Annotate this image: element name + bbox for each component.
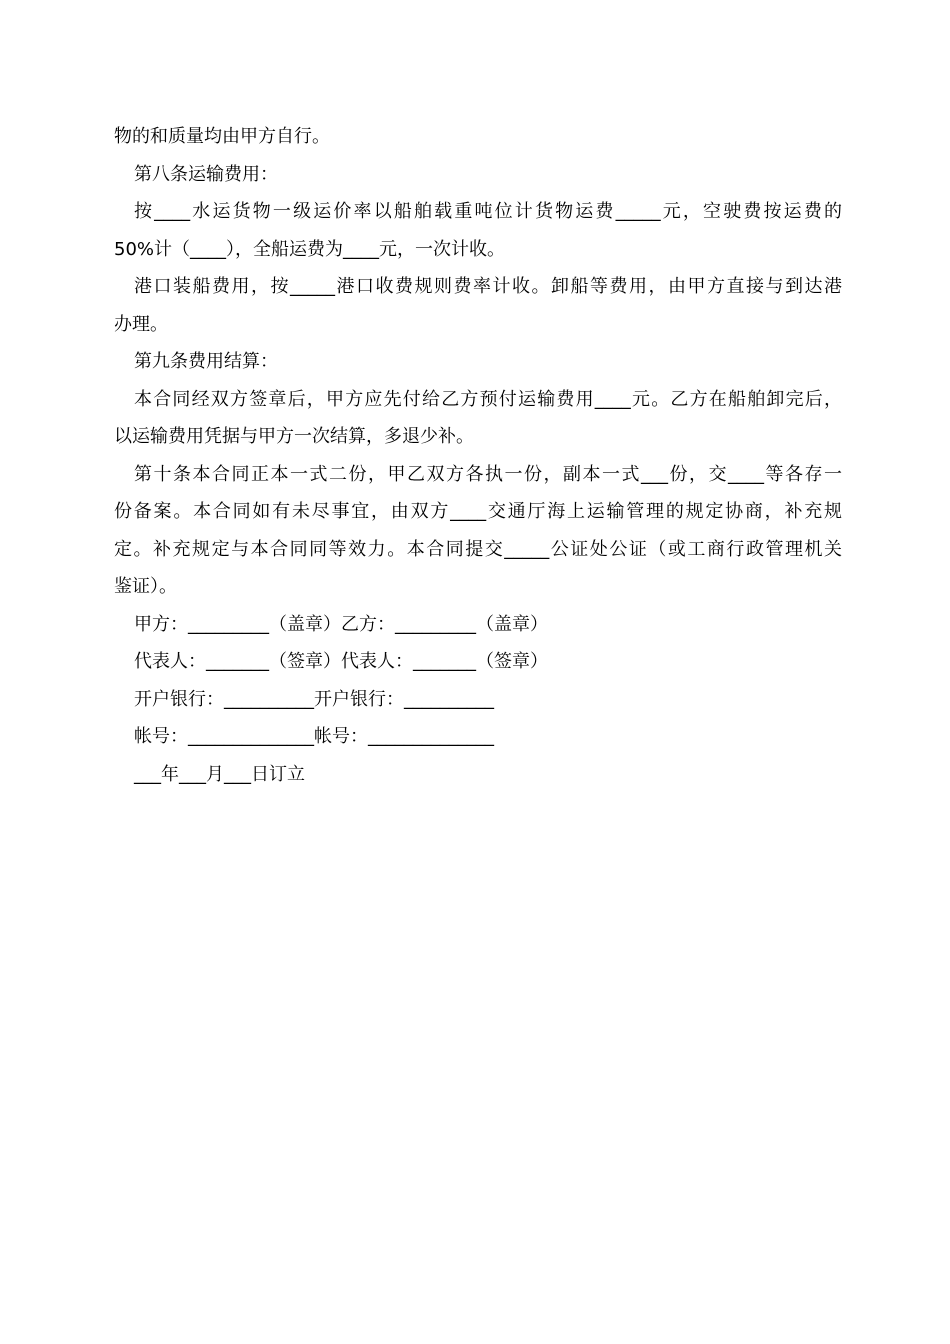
signature-party-line: 甲方：_________（盖章）乙方：_________（盖章） [134, 613, 548, 635]
text-line: 办理。 [114, 313, 168, 335]
signature-date-line: ___年___月___日订立 [134, 763, 305, 785]
section-heading-article-8: 第八条运输费用： [134, 163, 278, 185]
text-line: 份备案。本合同如有未尽事宜，由双方____交通厅海上运输管理的规定协商，补充规 [114, 501, 842, 522]
text-line: 50%计（____），全船运费为____元，一次计收。 [114, 238, 506, 260]
text-line: 以运输费用凭据与甲方一次结算，多退少补。 [114, 426, 474, 447]
text-line: 物的和质量均由甲方自行。 [114, 126, 330, 147]
section-article-10: 第十条本合同正本一式二份，甲乙双方各执一份，副本一式___份，交____等各存一 [134, 463, 842, 485]
text-line: 本合同经双方签章后，甲方应先付给乙方预付运输费用____元。乙方在船舶卸完后， [134, 388, 842, 410]
text-line: 鉴证）。 [114, 576, 177, 597]
signature-account-line: 帐号：______________帐号：______________ [134, 726, 494, 747]
text-line: 按____水运货物一级运价率以船舶载重吨位计货物运费_____元，空驶费按运费的 [134, 201, 842, 222]
text-line: 定。补充规定与本合同同等效力。本合同提交_____公证处公证（或工商行政管理机关 [114, 538, 842, 560]
signature-bank-line: 开户银行：__________开户银行：__________ [134, 688, 494, 710]
contract-body [114, 118, 842, 793]
section-heading-article-9: 第九条费用结算： [134, 351, 278, 372]
signature-representative-line: 代表人：_______（签章）代表人：_______（签章） [134, 651, 548, 672]
text-line: 港口装船费用，按_____港口收费规则费率计收。卸船等费用，由甲方直接与到达港 [134, 276, 842, 297]
